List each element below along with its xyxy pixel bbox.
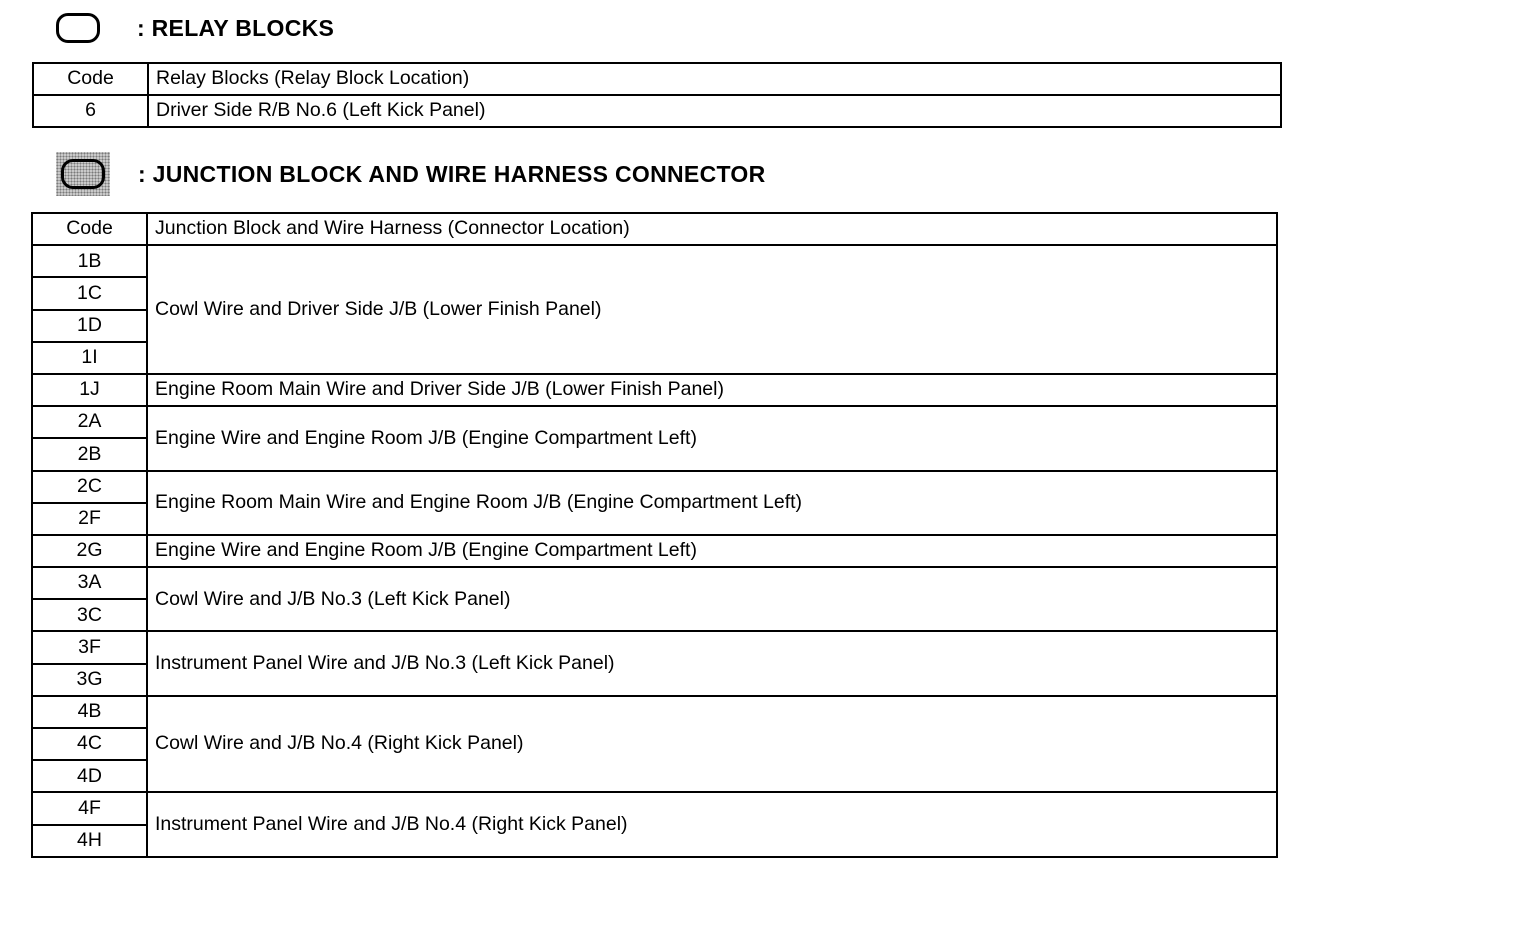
junction-block-title: : JUNCTION BLOCK AND WIRE HARNESS CONNECTOR [138, 160, 766, 187]
code-cell: 1J [32, 374, 147, 406]
table-row [32, 245, 1277, 277]
table-row [32, 535, 1277, 567]
description-cell: Engine Room Main Wire and Engine Room J/B (Engine Compartment Left) [147, 471, 1277, 535]
description-header: Relay Blocks (Relay Block Location) [148, 63, 1281, 95]
junction-block-heading [56, 152, 766, 196]
table-row [33, 95, 1281, 127]
code-cell: 2F [32, 503, 147, 535]
table-row [32, 374, 1277, 406]
description-cell: Cowl Wire and J/B No.4 (Right Kick Panel) [147, 696, 1277, 793]
description-cell: Engine Wire and Engine Room J/B (Engine Compartment Left) [147, 535, 1277, 567]
relay-block-symbol-icon [56, 13, 100, 43]
description-cell: Cowl Wire and J/B No.3 (Left Kick Panel) [147, 567, 1277, 631]
code-cell: 1C [32, 277, 147, 309]
code-cell: 3G [32, 664, 147, 696]
code-cell: 4H [32, 825, 147, 857]
description-cell: Cowl Wire and Driver Side J/B (Lower Finish Panel) [147, 245, 1277, 374]
code-cell: 4B [32, 696, 147, 728]
code-cell: 1I [32, 342, 147, 374]
description-cell: Engine Room Main Wire and Driver Side J/B (Lower Finish Panel) [147, 374, 1277, 406]
code-cell: 3F [32, 631, 147, 663]
junction-block-table [31, 212, 1278, 858]
table-row [32, 792, 1277, 824]
code-cell: 4D [32, 760, 147, 792]
table-row [32, 631, 1277, 663]
description-cell: Instrument Panel Wire and J/B No.3 (Left Kick Panel) [147, 631, 1277, 695]
relay-blocks-table [32, 62, 1282, 128]
table-row [32, 567, 1277, 599]
table-header-row [32, 213, 1277, 245]
code-header: Code [33, 63, 148, 95]
code-cell: 2A [32, 406, 147, 438]
description-cell: Instrument Panel Wire and J/B No.4 (Right Kick Panel) [147, 792, 1277, 856]
code-cell: 6 [33, 95, 148, 127]
code-cell: 3C [32, 599, 147, 631]
description-cell: Engine Wire and Engine Room J/B (Engine Compartment Left) [147, 406, 1277, 470]
table-row [32, 406, 1277, 438]
table-row [32, 471, 1277, 503]
code-cell: 2B [32, 438, 147, 470]
table-header-row [33, 63, 1281, 95]
code-header: Code [32, 213, 147, 245]
code-cell: 2C [32, 471, 147, 503]
code-cell: 4C [32, 728, 147, 760]
code-cell: 1B [32, 245, 147, 277]
shaded-rounded-rect-icon [61, 159, 105, 189]
code-cell: 2G [32, 535, 147, 567]
junction-block-symbol-icon [56, 152, 110, 196]
relay-blocks-heading [56, 13, 334, 43]
code-cell: 1D [32, 310, 147, 342]
description-cell: Driver Side R/B No.6 (Left Kick Panel) [148, 95, 1281, 127]
relay-blocks-title: : RELAY BLOCKS [137, 14, 335, 41]
description-header: Junction Block and Wire Harness (Connector Location) [147, 213, 1277, 245]
code-cell: 3A [32, 567, 147, 599]
table-row [32, 696, 1277, 728]
code-cell: 4F [32, 792, 147, 824]
